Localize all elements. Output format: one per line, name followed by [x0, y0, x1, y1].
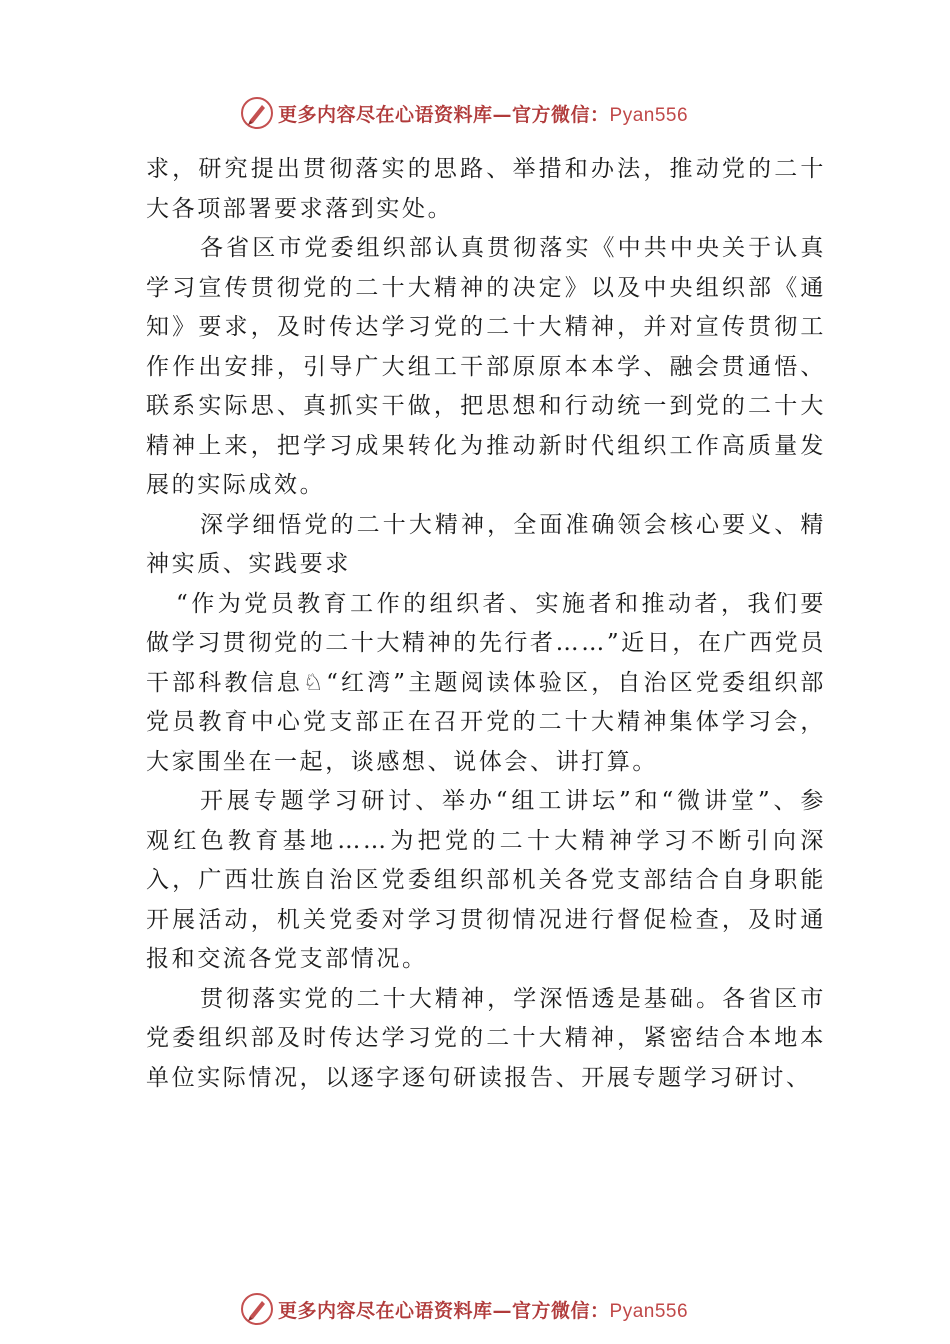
- pen-logo-icon: [240, 96, 274, 130]
- footer-watermark: [240, 1292, 688, 1326]
- paragraph: 求，研究提出贯彻落实的思路、举措和办法，推动党的二十大各项部署要求落到实处。: [146, 156, 826, 222]
- section-heading: 深学细悟党的二十大精神，全面准确领会核心要义、精神实质、实践要求: [146, 511, 826, 577]
- paragraph: 各省区市党委组织部认真贯彻落实《中共中央关于认真学习宣传贯彻党的二十大精神的决定》以及中央组织部《通知》要求，及时传达学习党的二十大精神，并对宣传贯彻工作作出安排，引导广大组工干部原原本本学、融会贯通悟、 联系实际思、真抓实干做，把思想和行动统一到党的二十大精神上来，把学习成果转化为推动新时代组织工作高质量发展的实际成效。: [146, 235, 826, 498]
- watermark-handle: Pyan556: [609, 1300, 689, 1322]
- paragraph: 开展专题学习研讨、举办“组工讲坛”和“微讲堂”、参 观红色教育基地……为把党的二十大精神学习不断引向深 入，广西壮族自治区党委组织部机关各党支部结合自身职能开展活动，机关党委对学习贯彻情况进行督促检查，及时通报和交流各党支部情况。: [146, 788, 826, 972]
- header-watermark: [240, 96, 688, 130]
- watermark-handle: Pyan556: [609, 104, 689, 126]
- paragraph: 贯彻落实党的二十大精神，学深悟透是基础。各省区市党委组织部及时传达学习党的二十大精神，紧密结合本地本单位实际情况，以逐字逐句研读报告、开展专题学习研讨、: [146, 985, 826, 1091]
- pen-logo-icon: [240, 1292, 274, 1326]
- document-body: [146, 150, 826, 1098]
- watermark-text: 更多内容尽在心语资料库—官方微信：: [278, 103, 610, 126]
- watermark-text: 更多内容尽在心语资料库—官方微信：: [278, 1299, 610, 1322]
- paragraph: “作为党员教育工作的组织者、实施者和推动者，我们要做学习贯彻党的二十大精神的先行者……”近日，在广西党员干部科教信息♘“红湾”主题阅读体验区，自治区党委组织部党员教育中心党支部正在召开党的二十大精神集体学习会，大家围坐在一起，谈感想、说体会、讲打算。: [146, 590, 826, 775]
